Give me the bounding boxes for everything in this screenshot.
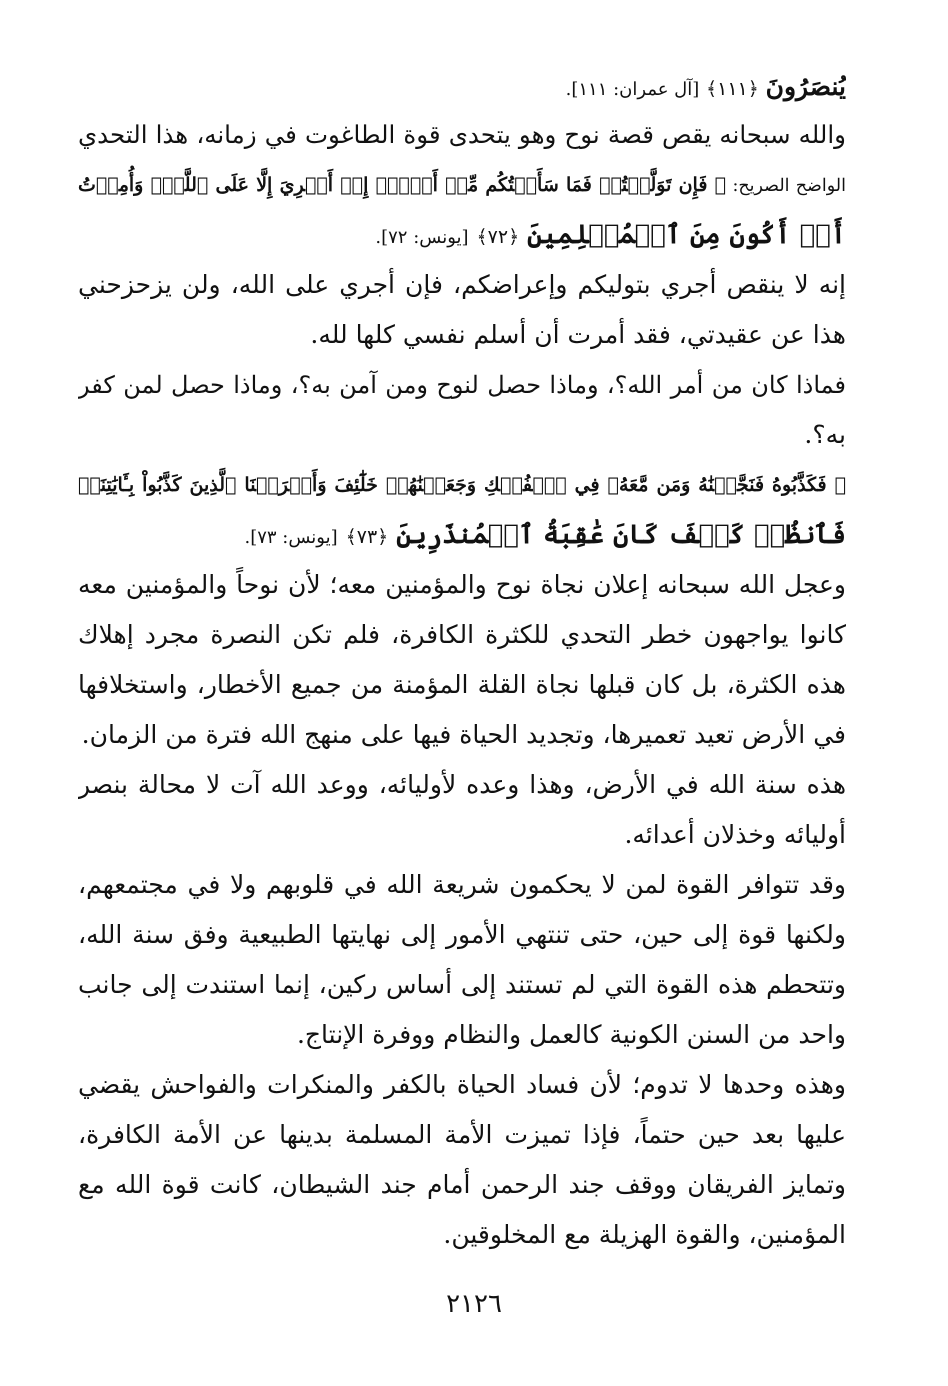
quran-block [78, 460, 846, 560]
text-line: المؤمنين، والقوة الهزيلة مع المخلوقين. [443, 1220, 846, 1249]
lead-text: الواضح الصريح: [732, 176, 846, 196]
header-verse-end: يُنصَرُونَ [765, 72, 846, 101]
text-line: وعجل الله سبحانه إعلان نجاة نوح والمؤمنين معه؛ لأن نوحاً والمؤمنين معه [78, 570, 846, 599]
text-line: والله سبحانه يقص قصة نوح وهو يتحدى قوة الطاغوت في زمانه، هذا التحدي [78, 120, 846, 149]
verse-reference: [يونس: ٧٣]. [244, 527, 338, 548]
text-line: وتتحطم هذه القوة التي لم تستند إلى أساس ركين، إنما استندت إلى جانب [78, 970, 846, 999]
text-line: فماذا كان من أمر الله؟، وماذا حصل لنوح ومن آمن به؟، وماذا حصل لمن كفر [78, 371, 846, 399]
paragraph-4 [78, 560, 846, 760]
page-header-verse [78, 64, 846, 110]
quran-verse-text: أَنۡ أَكُونَ مِنَ ٱلۡمُسۡلِمِينَ [527, 220, 846, 250]
text-line: هذه سنة الله في الأرض، وهذا وعده لأوليائه، ووعد الله آت لا محالة بنصر [78, 770, 846, 799]
quran-verse-line: ﴿ فَكَذَّبُوهُ فَنَجَّيۡنَٰهُ وَمَن مَّعَهُۥ فِي ٱلۡفُلۡكِ وَجَعَلۡنَٰهُمۡ خَلَٰٓئِفَ وَأَغۡرَقۡنَا ٱلَّذِينَ كَذَّبُواْ بِـَٔايَٰتِنَاۖ [78, 474, 846, 496]
text-line: وهذه وحدها لا تدوم؛ لأن فساد الحياة بالكفر والمنكرات والفواحش يقضي [78, 1070, 846, 1099]
paragraph-3 [78, 360, 846, 460]
text-line: عليها بعد حين حتماً، فإذا تميزت الأمة المسلمة بدينها عن الأمة الكافرة، [78, 1120, 846, 1149]
text-line: وتمايز الفريقان ووقف جند الرحمن أمام جند الشيطان، كانت قوة الله مع [78, 1170, 846, 1199]
text-line: في الأرض تعيد تعميرها، وتجديد الحياة فيها على منهج الله فترة من الزمان. [81, 720, 846, 749]
verse-reference: [يونس: ٧٢]. [375, 227, 469, 248]
ayah-number-marker: ﴿٧٣﴾ [345, 526, 389, 548]
text-line: هذه الكثرة، بل كان قبلها نجاة القلة المؤمنة من جميع الأخطار، واستخلافها [78, 670, 846, 699]
text-line: هذا عن عقيدتي، فقد أمرت أن أسلم نفسي كلها لله. [310, 320, 846, 349]
paragraph-2 [78, 260, 846, 360]
page-content [78, 64, 846, 1260]
page-number: ٢١٢٦ [446, 1289, 502, 1319]
paragraph-7 [78, 1060, 846, 1260]
quran-verse-end-line [78, 210, 846, 260]
quran-verse-end-line [78, 510, 846, 560]
quran-verse-text: ﴿ فَإِن تَوَلَّيۡتُمۡ فَمَا سَأَلۡتُكُم مِّنۡ أَجۡرٍۖ إِنۡ أَجۡرِيَ إِلَّا عَلَى ٱللَّهِۖ وَأُمِرۡتُ [78, 174, 727, 196]
text-line: إنه لا ينقص أجري بتوليكم وإعراضكم، فإن أجري على الله، ولن يزحزحني [78, 270, 846, 299]
text-line: ولكنها قوة إلى حين، حتى تنتهي الأمور إلى نهايتها الطبيعية وفق سنة الله، [78, 920, 846, 949]
text-line: واحد من السنن الكونية كالعمل والنظام ووفرة الإنتاج. [296, 1020, 846, 1049]
header-ayah-marker: ﴿١١١﴾ [705, 78, 759, 100]
quran-verse-text: فَٱنظُرۡ كَيۡفَ كَانَ عَٰقِبَةُ ٱلۡمُنذَرِينَ [396, 520, 846, 550]
paragraph-6 [78, 860, 846, 1060]
text-line: وقد تتوافر القوة لمن لا يحكمون شريعة الله في قلوبهم ولا في مجتمعهم، [78, 870, 846, 899]
text-line-with-quran [78, 160, 846, 210]
header-reference: [آل عمران: ١١١]. [565, 79, 700, 100]
text-line: كانوا يواجهون خطر التحدي للكثرة الكافرة، فلم تكن النصرة مجرد إهلاك [78, 620, 846, 649]
paragraph-1 [78, 110, 846, 260]
paragraph-5 [78, 760, 846, 860]
text-line: أوليائه وخذلان أعدائه. [624, 820, 846, 849]
text-line: به؟. [804, 420, 846, 449]
ayah-number-marker: ﴿٧٢﴾ [476, 226, 520, 248]
